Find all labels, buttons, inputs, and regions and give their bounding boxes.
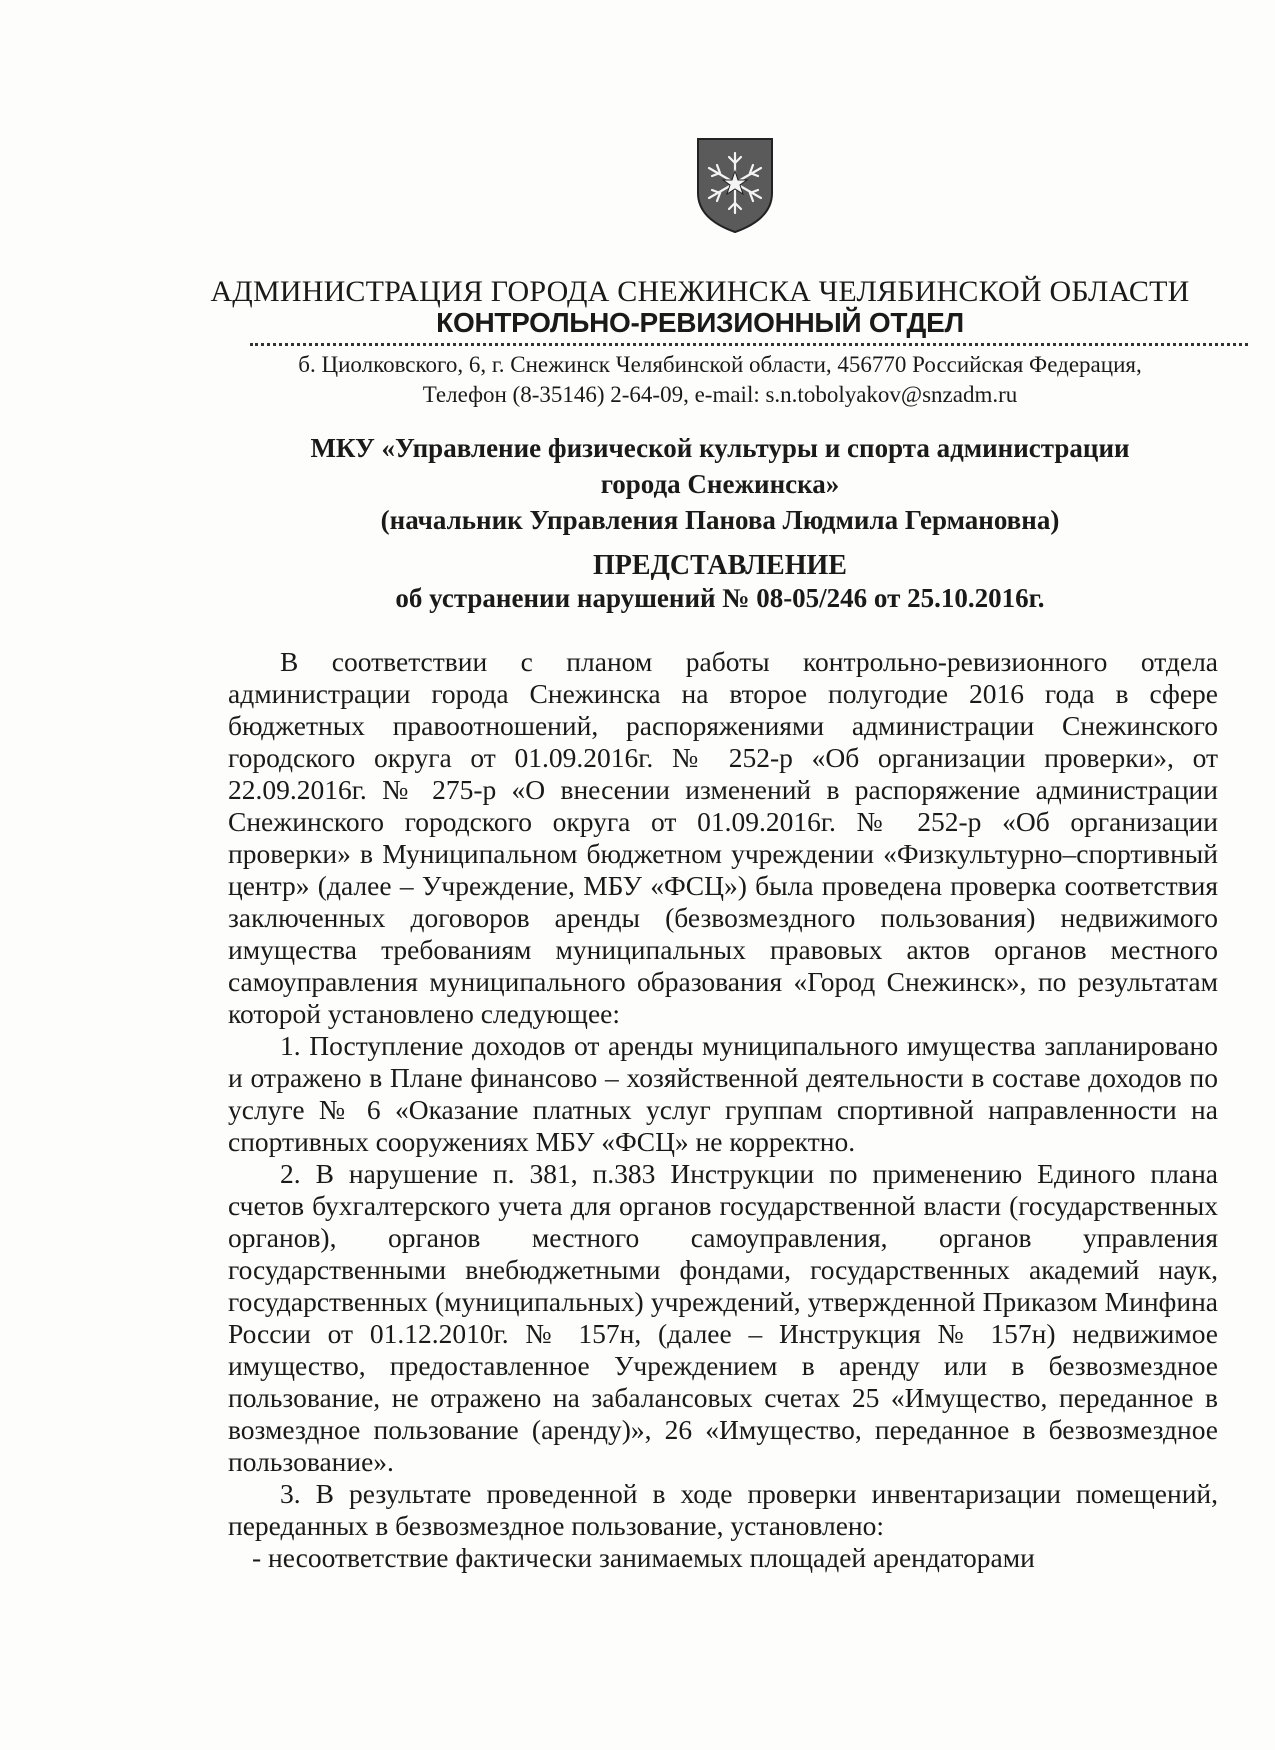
addressee-line-1: МКУ «Управление физической культуры и спорта администрации: [310, 433, 1130, 463]
addressee-line-2: города Снежинска»: [600, 469, 840, 499]
document-body: [228, 646, 1218, 1574]
finding-item-1: 1. Поступление доходов от аренды муниципального имущества запланировано и отражено в Плане финансово – хозяйственной деятельности в составе доходов по услуге № 6 «Оказание платных услуг группам спортивной направленности на спортивных сооружениях МБУ «ФСЦ» не корректно.: [228, 1030, 1218, 1157]
address-line: б. Циолковского, 6, г. Снежинск Челябинской области, 456770 Российская Федерация,: [298, 352, 1142, 377]
department-name: КОНТРОЛЬНО-РЕВИЗИОННЫЙ ОТДЕЛ: [436, 307, 964, 338]
coat-of-arms-emblem: [694, 135, 776, 235]
intro-paragraph: В соответствии с планом работы контрольно-ревизионного отдела администрации города Снежинска на второе полугодие 2016 года в сфере бюджетных правоотношений, распоряжениями администрации Снежинского городского округа от 01.09.2016г. № 252-р «Об организации проверки», от 22.09.2016г. № 275-р «О внесении изменений в распоряжение администрации Снежинского городского округа от 01.09.2016г. № 252-р «Об организации проверки» в Муниципальном бюджетном учреждении «Физкультурно–спортивный центр» (далее – Учреждение, МБУ «ФСЦ») была проведена проверка соответствия заключенных договоров аренды (безвозмездного пользования) недвижимого имущества требованиям муниципальных правовых актов органов местного самоуправления муниципального образования «Город Снежинск», по результатам которой установлено следующее:: [228, 646, 1218, 1029]
header-divider: [250, 343, 1248, 346]
contact-block: [200, 350, 1240, 410]
document-type: ПРЕДСТАВЛЕНИЕ: [593, 550, 847, 581]
document-subtitle: об устранении нарушений № 08-05/246 от 25.10.2016г.: [395, 583, 1045, 613]
finding-item-3: 3. В результате проведенной в ходе проверки инвентаризации помещений, переданных в безвозмездное пользование, установлено:: [228, 1478, 1218, 1541]
organization-name: АДМИНИСТРАЦИЯ ГОРОДА СНЕЖИНСКА ЧЕЛЯБИНСКОЙ ОБЛАСТИ: [210, 275, 1190, 308]
phone-email-line: Телефон (8-35146) 2-64-09, e-mail: s.n.tobolyakov@snzadm.ru: [422, 382, 1018, 407]
addressee-block: [200, 430, 1240, 538]
finding-item-2: 2. В нарушение п. 381, п.383 Инструкции по применению Единого плана счетов бухгалтерского учета для органов государственной власти (государственных органов), органов местного самоуправления, органов управления государственными внебюджетными фондами, государственных академий наук, государственных (муниципальных) учреждений, утвержденной Приказом Минфина России от 01.12.2010г. № 157н, (далее – Инструкция № 157н) недвижимое имущество, предоставленное Учреждением в аренду или в безвозмездное пользование, не отражено на забалансовых счетах 25 «Имущество, переданное в возмездное пользование (аренду)», 26 «Имущество, переданное в безвозмездное пользование».: [228, 1158, 1218, 1477]
addressee-line-3: (начальник Управления Панова Людмила Германовна): [380, 505, 1060, 535]
finding-item-3-dash: - несоответствие фактически занимаемых площадей арендаторами: [252, 1542, 1035, 1573]
